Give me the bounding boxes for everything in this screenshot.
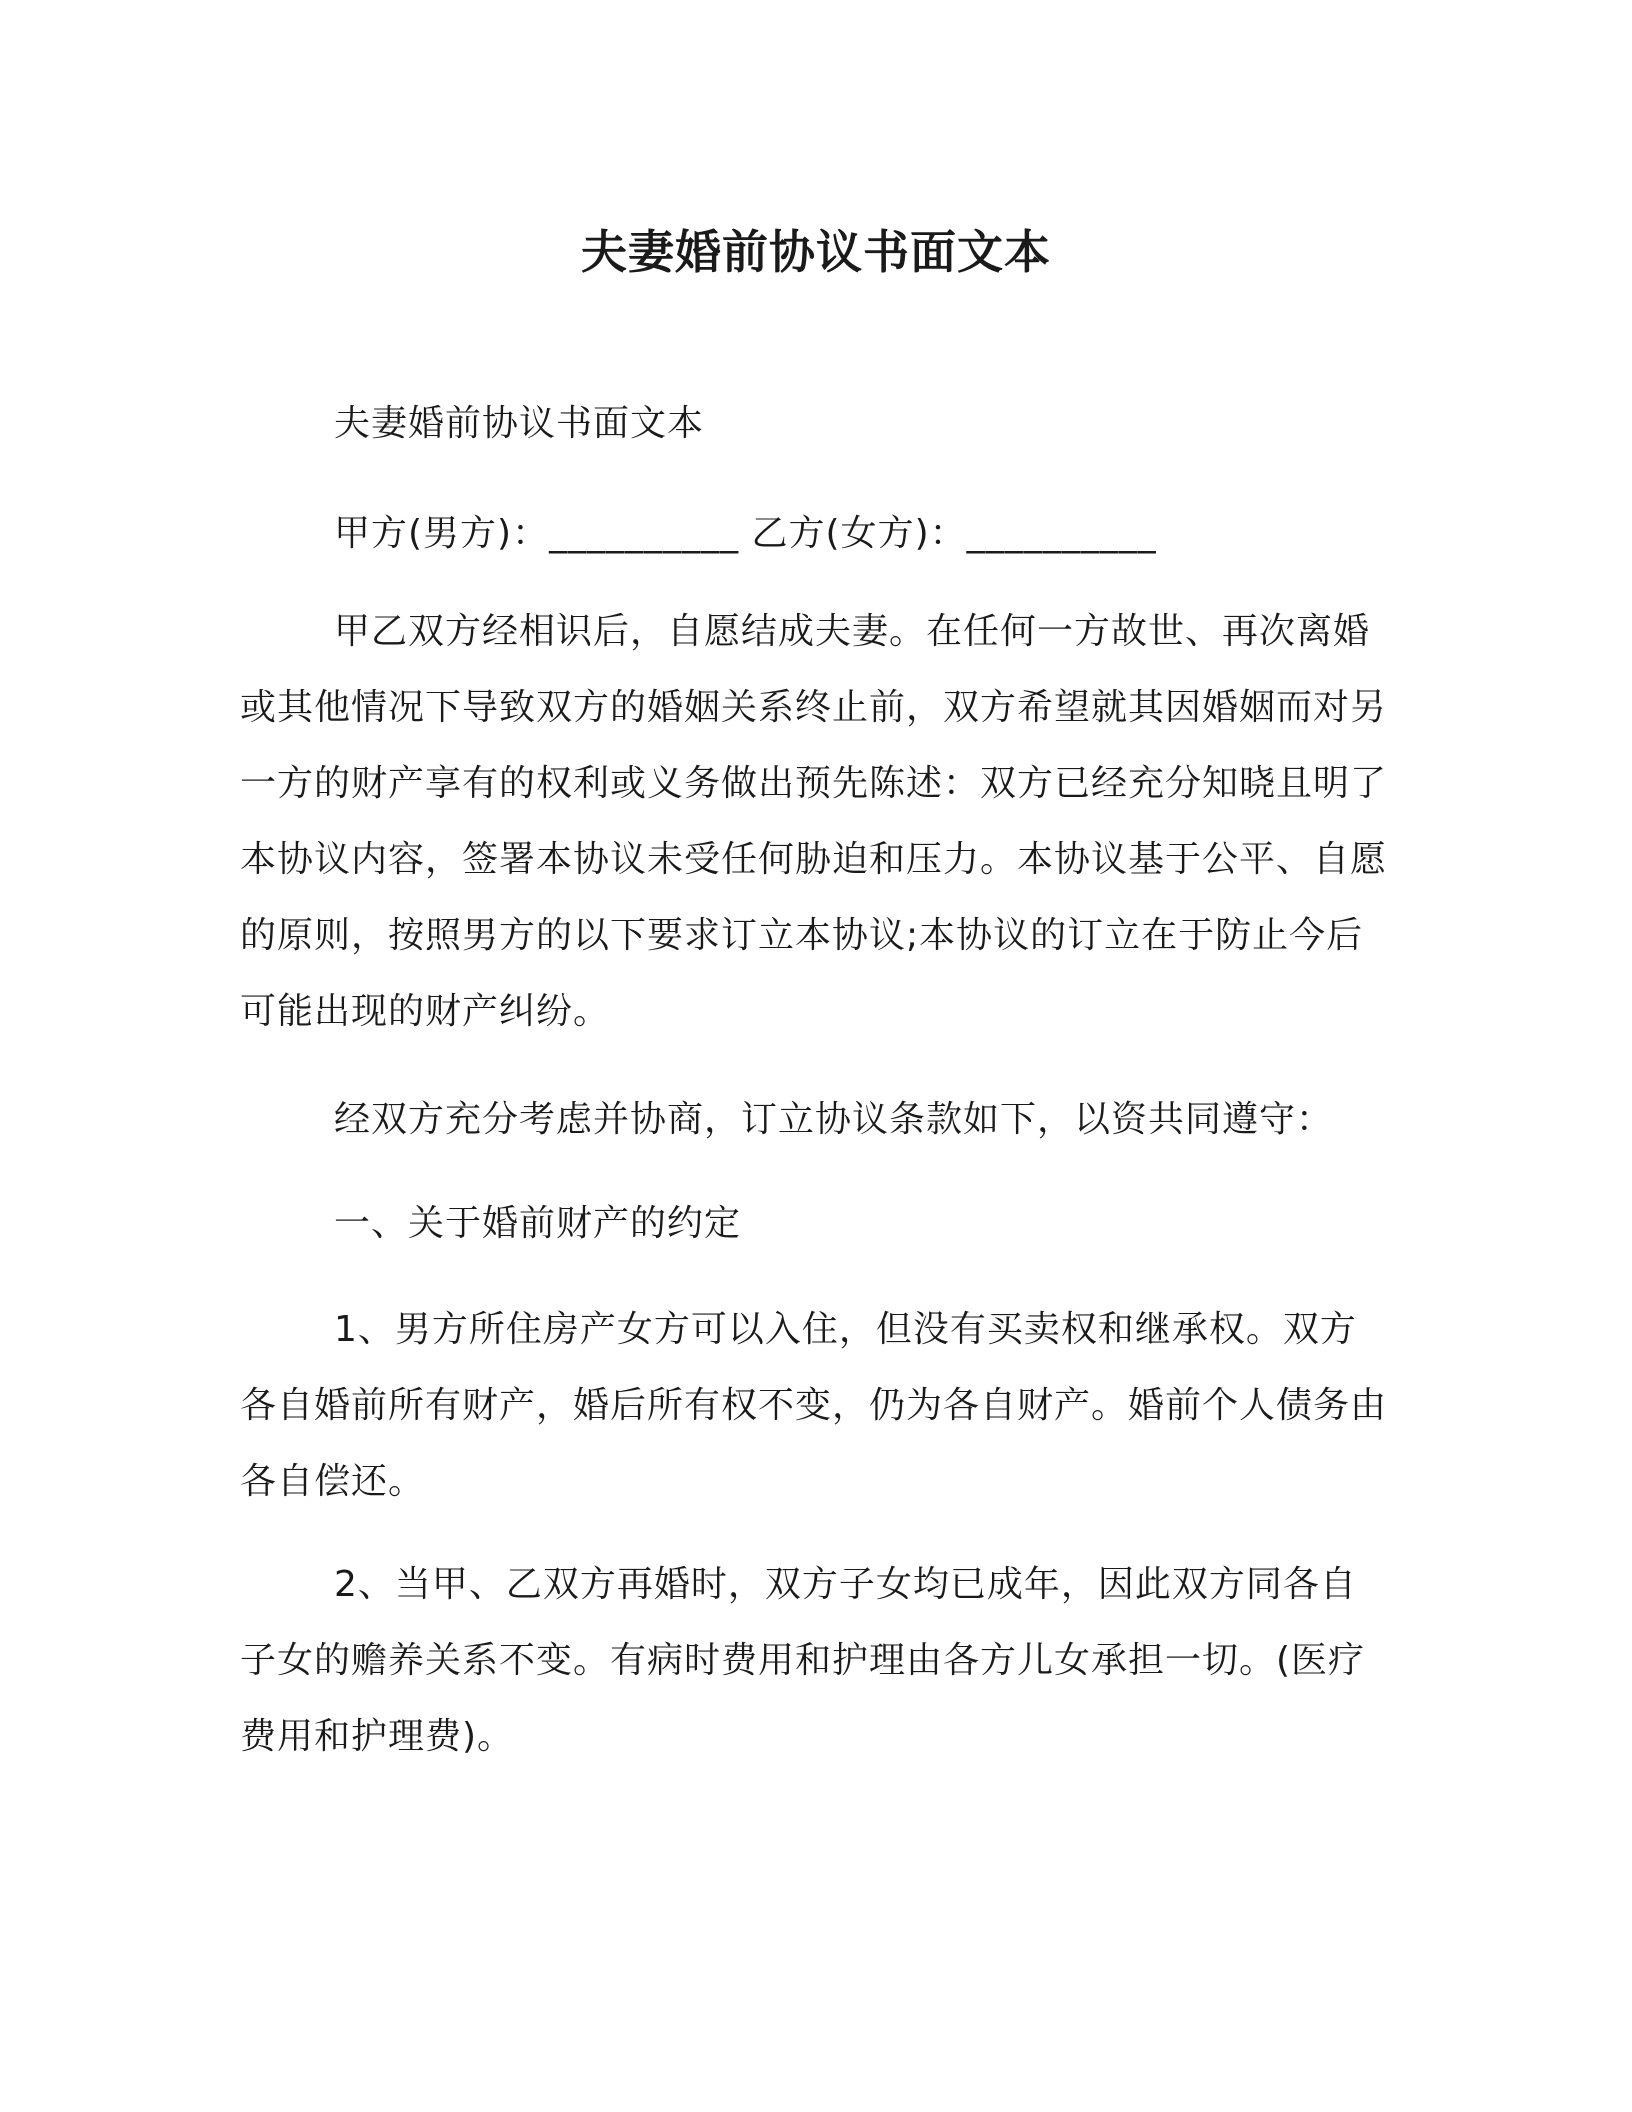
intro-paragraph: 甲乙双方经相识后，自愿结成夫妻。在任何一方故世、再次离婚或其他情况下导致双方的婚姻关系终止前，双方希望就其因婚姻而对另一方的财产享有的权利或义务做出预先陈述：双方已经充分知晓且明了本协议内容，签署本协议未受任何胁迫和压力。本协议基于公平、自愿的原则，按照男方的以下要求订立本协议;本协议的订立在于防止今后可能出现的财产纠纷。 [240, 611, 1388, 1032]
consult-paragraph: 经双方充分考虑并协商，订立协议条款如下，以资共同遵守： [334, 1099, 1334, 1140]
parties-line: 甲方(男方)：__________ 乙方(女方)：__________ [334, 513, 1157, 554]
clause-1-paragraph: 1、男方所住房产女方可以入住，但没有买卖权和继承权。双方各自婚前所有财产，婚后所有权不变，仍为各自财产。婚前个人债务由各自偿还。 [240, 1309, 1388, 1502]
clause-2-paragraph: 2、当甲、乙双方再婚时，双方子女均已成年，因此双方同各自子女的赡养关系不变。有病时费用和护理由各方儿女承担一切。(医疗费用和护理费)。 [240, 1564, 1366, 1757]
document-title: 夫妻婚前协议书面文本 [581, 225, 1051, 279]
section-1-heading: 一、关于婚前财产的约定 [334, 1203, 742, 1244]
document-subtitle: 夫妻婚前协议书面文本 [334, 403, 705, 444]
